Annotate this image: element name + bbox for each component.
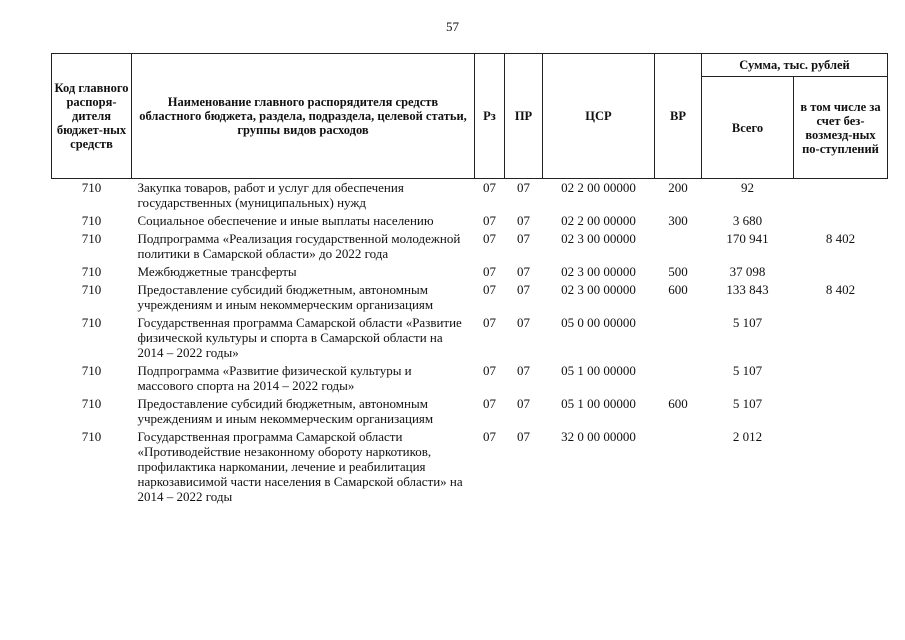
cell-name: Государственная программа Самарской области «Противодействие незаконному обороту наркотиков, профилактика наркомании, лечение и реабилитация наркозависимой части населения в Самарской области» на 2014 – 2022 годы [137,429,463,504]
cell-vr [655,362,702,395]
cell-grant [794,314,888,362]
cell-name: Закупка товаров, работ и услуг для обеспечения государственных (муниципальных) нужд [137,180,404,210]
header-rz: Рз [475,54,505,179]
cell-grant: 8 402 [825,231,856,246]
header-name: Наименование главного распорядителя средств областного бюджета, раздела, подраздела, целевой статьи, группы видов расходов [132,54,475,179]
cell-code: 710 [81,180,102,195]
table-row [52,395,888,428]
table-row [52,212,888,230]
cell-grant [794,395,888,428]
table-row [52,428,888,506]
cell-pr: 07 [517,315,530,330]
cell-name: Государственная программа Самарской области «Развитие физической культуры и спорта в Самарской области на 2014 – 2022 годы» [137,315,462,360]
header-csr: ЦСР [543,54,655,179]
cell-csr: 05 1 00 00000 [561,363,636,378]
table-body [52,179,888,507]
cell-code: 710 [81,213,102,228]
cell-name: Предоставление субсидий бюджетным, автономным учреждениям и иным некоммерческим организациям [137,282,434,312]
cell-total: 3 680 [732,213,763,228]
header-grant: в том числе за счет без-возмезд-ных по-ступлений [794,77,888,179]
header-sum: Сумма, тыс. рублей [702,54,888,77]
table-row [52,263,888,281]
cell-name: Подпрограмма «Реализация государственной молодежной политики в Самарской области» до 2022 года [137,231,461,261]
cell-grant [794,263,888,281]
cell-code: 710 [81,363,102,378]
cell-rz: 07 [483,231,496,246]
table-row [52,230,888,263]
cell-pr: 07 [517,396,530,411]
cell-code: 710 [81,315,102,330]
cell-name: Социальное обеспечение и иные выплаты населению [137,213,434,228]
table-row [52,281,888,314]
cell-csr: 02 2 00 00000 [561,180,636,195]
cell-total: 2 012 [732,429,763,444]
cell-grant: 8 402 [825,282,856,297]
table-header [52,54,888,179]
cell-vr [655,314,702,362]
cell-rz: 07 [483,429,496,444]
cell-vr: 600 [668,282,688,297]
cell-vr: 600 [668,396,688,411]
cell-name: Подпрограмма «Развитие физической культуры и массового спорта на 2014 – 2022 годы» [137,363,412,393]
cell-csr: 02 3 00 00000 [561,264,636,279]
cell-name: Предоставление субсидий бюджетным, автономным учреждениям и иным некоммерческим организациям [137,396,434,426]
cell-grant [794,428,888,506]
cell-pr: 07 [517,429,530,444]
cell-pr: 07 [517,213,530,228]
header-code: Код главного распоря-дителя бюджет-ных средств [52,54,132,179]
cell-pr: 07 [517,180,530,195]
cell-rz: 07 [483,315,496,330]
table-row [52,362,888,395]
cell-name: Межбюджетные трансферты [137,264,297,279]
cell-csr: 05 1 00 00000 [561,396,636,411]
cell-total: 92 [741,180,754,195]
cell-total: 170 941 [726,231,769,246]
cell-grant [794,362,888,395]
cell-total: 37 098 [729,264,766,279]
page-number: 57 [446,19,459,34]
cell-code: 710 [81,264,102,279]
cell-rz: 07 [483,363,496,378]
cell-total: 5 107 [732,315,763,330]
cell-pr: 07 [517,231,530,246]
cell-csr: 02 3 00 00000 [561,282,636,297]
cell-csr: 32 0 00 00000 [561,429,636,444]
cell-total: 133 843 [726,282,769,297]
cell-vr: 300 [668,213,688,228]
cell-pr: 07 [517,264,530,279]
cell-grant [794,179,888,213]
header-total: Всего [702,77,794,179]
header-pr: ПР [505,54,543,179]
cell-vr [655,428,702,506]
cell-csr: 05 0 00 00000 [561,315,636,330]
cell-pr: 07 [517,363,530,378]
cell-grant [794,212,888,230]
cell-pr: 07 [517,282,530,297]
cell-code: 710 [81,231,102,246]
cell-rz: 07 [483,213,496,228]
cell-rz: 07 [483,264,496,279]
cell-code: 710 [81,429,102,444]
cell-code: 710 [81,396,102,411]
cell-csr: 02 3 00 00000 [561,231,636,246]
cell-total: 5 107 [732,396,763,411]
cell-vr: 200 [668,180,688,195]
budget-table [51,53,888,506]
cell-rz: 07 [483,396,496,411]
cell-code: 710 [81,282,102,297]
cell-total: 5 107 [732,363,763,378]
table-row [52,314,888,362]
table-row [52,179,888,213]
cell-vr: 500 [668,264,688,279]
cell-vr [655,230,702,263]
cell-rz: 07 [483,180,496,195]
header-vr: ВР [655,54,702,179]
cell-rz: 07 [483,282,496,297]
cell-csr: 02 2 00 00000 [561,213,636,228]
